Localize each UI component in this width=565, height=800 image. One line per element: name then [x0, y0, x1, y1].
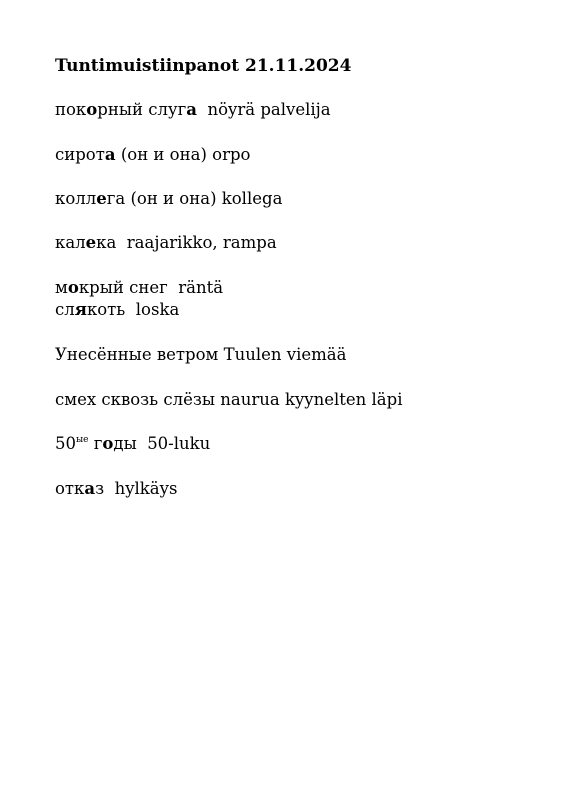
stress-mark: о [102, 434, 114, 453]
stress-mark: а [84, 479, 96, 498]
text-segment: сл [55, 300, 75, 319]
stress-mark: о [67, 278, 79, 297]
text-segment: га (он и она) kollega [106, 189, 283, 208]
text-segment: 50 [55, 434, 76, 453]
vocab-line [55, 479, 177, 498]
text-segment: крый снег räntä [78, 278, 224, 297]
text-segment: колл [55, 189, 97, 208]
text-segment: nöyrä palvelija [196, 100, 331, 119]
text-segment: з hylkäys [95, 479, 178, 498]
text-segment: сирот [55, 145, 105, 164]
text-segment: (он и она) orpo [115, 145, 251, 164]
vocab-line [55, 300, 179, 319]
text-segment: г [88, 434, 103, 453]
stress-mark: я [74, 300, 87, 319]
text-segment: ды 50-luku [113, 434, 211, 453]
text-segment: ка raajarikko, rampa [96, 233, 277, 252]
vocab-line [55, 233, 277, 252]
stress-mark: а [186, 100, 197, 119]
text-segment: смех сквозь слёзы naurua kyynelten läpi [55, 390, 403, 409]
stress-mark: е [85, 233, 97, 252]
text-segment: пок [55, 100, 87, 119]
text-segment: кал [55, 233, 86, 252]
vocab-line [55, 278, 223, 297]
vocab-line [55, 434, 210, 453]
stress-mark: о [86, 100, 98, 119]
vocab-line [55, 345, 346, 364]
vocab-line [55, 189, 282, 208]
stress-mark: а [104, 145, 116, 164]
vocab-line [55, 100, 331, 119]
superscript-suffix: ые [76, 435, 89, 445]
stress-mark: е [96, 189, 107, 208]
text-segment: коть loska [86, 300, 180, 319]
text-segment: рный слуг [97, 100, 187, 119]
vocab-line [55, 145, 250, 164]
vocab-line [55, 390, 402, 409]
text-segment: Унесённые ветром Tuulen viemää [55, 345, 347, 364]
text-segment: отк [55, 479, 85, 498]
document-title: Tuntimuistiinpanot 21.11.2024 [55, 56, 352, 76]
text-segment: м [55, 278, 68, 297]
